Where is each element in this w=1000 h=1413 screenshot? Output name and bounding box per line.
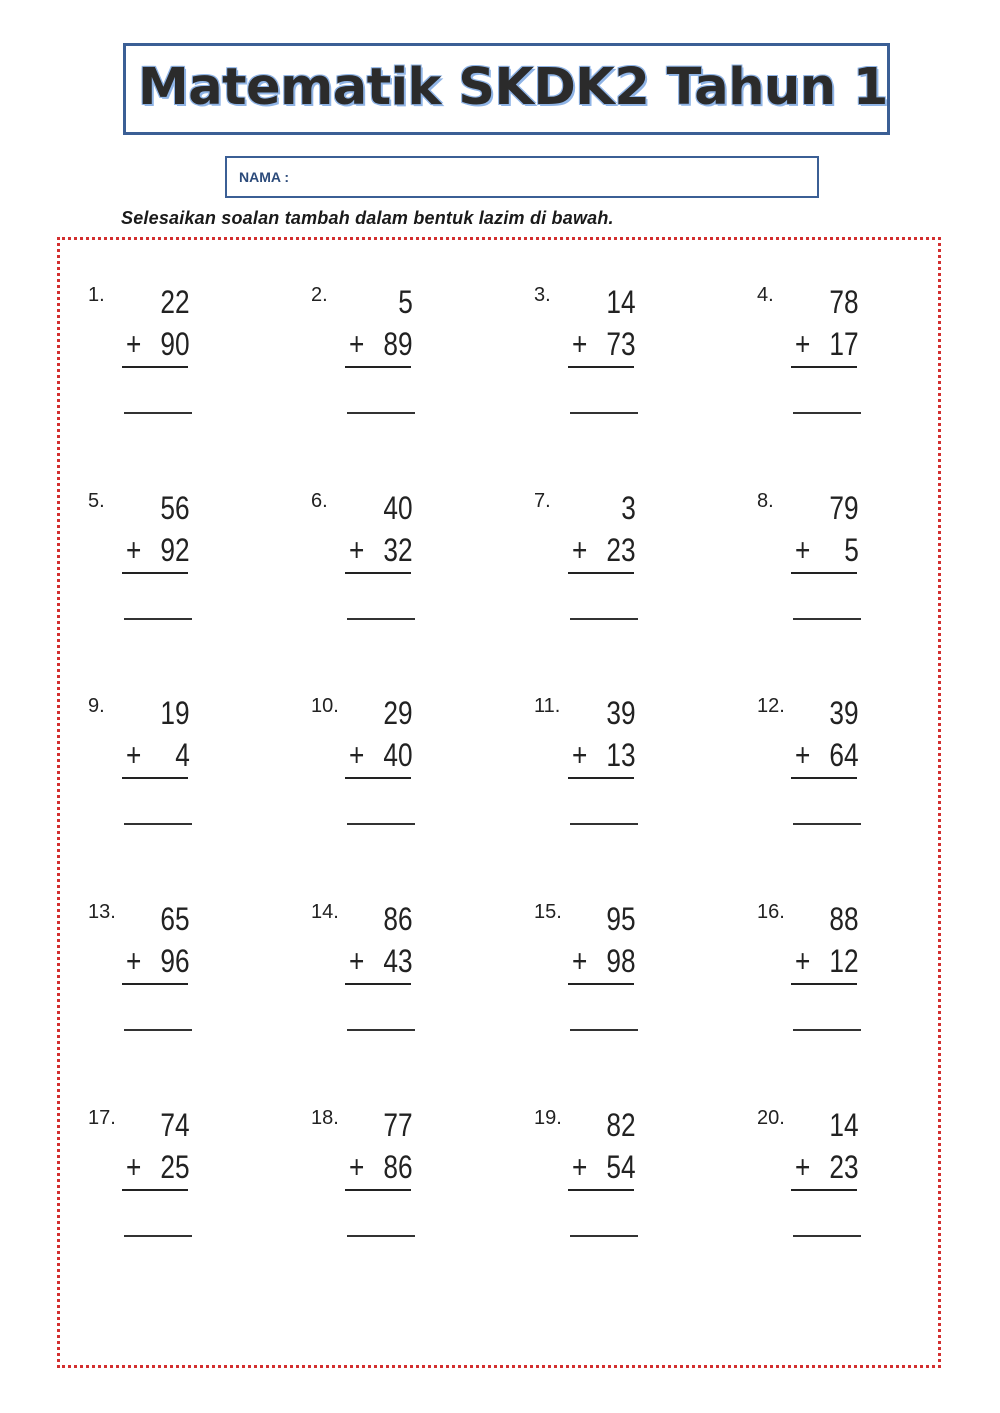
answer-blank[interactable]: [570, 618, 638, 620]
addition-problem: [88, 695, 218, 835]
plus-sign: +: [126, 326, 142, 362]
addition-problem: [311, 695, 441, 835]
answer-blank[interactable]: [570, 412, 638, 414]
problem-number: 17.: [88, 1107, 116, 1129]
problem-number: 8.: [757, 490, 774, 512]
addend-bottom: 40: [383, 737, 413, 773]
addition-problem: [534, 901, 664, 1041]
sum-rule: [345, 572, 411, 574]
addend-bottom: 17: [829, 326, 859, 362]
name-field[interactable]: [225, 156, 819, 198]
answer-blank[interactable]: [347, 823, 415, 825]
addition-problem: [757, 901, 887, 1041]
problem-number: 6.: [311, 490, 328, 512]
addend-top: 29: [383, 695, 413, 731]
answer-blank[interactable]: [793, 1235, 861, 1237]
problem-number: 18.: [311, 1107, 339, 1129]
answer-blank[interactable]: [124, 823, 192, 825]
answer-blank[interactable]: [570, 1235, 638, 1237]
plus-sign: +: [349, 326, 365, 362]
plus-sign: +: [126, 532, 142, 568]
addend-bottom: 86: [383, 1149, 413, 1185]
addend-bottom: 32: [383, 532, 413, 568]
addend-top: 74: [160, 1107, 190, 1143]
sum-rule: [568, 366, 634, 368]
sum-rule: [791, 572, 857, 574]
sum-rule: [122, 366, 188, 368]
sum-rule: [568, 777, 634, 779]
addend-bottom: 25: [160, 1149, 190, 1185]
answer-blank[interactable]: [124, 618, 192, 620]
addend-bottom: 96: [160, 943, 190, 979]
addend-top: 39: [606, 695, 636, 731]
plus-sign: +: [572, 532, 588, 568]
addend-bottom: 12: [829, 943, 859, 979]
answer-blank[interactable]: [793, 823, 861, 825]
sum-rule: [345, 983, 411, 985]
sum-rule: [122, 777, 188, 779]
addend-bottom: 4: [175, 737, 190, 773]
answer-blank[interactable]: [570, 1029, 638, 1031]
answer-blank[interactable]: [570, 823, 638, 825]
addition-problem: [757, 695, 887, 835]
addition-problem: [311, 901, 441, 1041]
sum-rule: [122, 983, 188, 985]
addition-problem: [311, 1107, 441, 1247]
addend-top: 39: [829, 695, 859, 731]
addend-top: 88: [829, 901, 859, 937]
sum-rule: [791, 366, 857, 368]
addition-problem: [534, 695, 664, 835]
plus-sign: +: [572, 1149, 588, 1185]
sum-rule: [791, 983, 857, 985]
addend-bottom: 73: [606, 326, 636, 362]
plus-sign: +: [126, 737, 142, 773]
addend-bottom: 98: [606, 943, 636, 979]
title-box: [123, 43, 890, 135]
problem-number: 3.: [534, 284, 551, 306]
sum-rule: [791, 1189, 857, 1191]
plus-sign: +: [349, 943, 365, 979]
answer-blank[interactable]: [793, 412, 861, 414]
problem-number: 11.: [534, 695, 561, 717]
answer-blank[interactable]: [347, 1029, 415, 1031]
page-title: Matematik SKDK2 Tahun 1: [138, 58, 888, 117]
answer-blank[interactable]: [124, 1235, 192, 1237]
addition-problem: [88, 1107, 218, 1247]
addition-problem: [534, 1107, 664, 1247]
sum-rule: [568, 572, 634, 574]
addend-top: 56: [160, 490, 190, 526]
answer-blank[interactable]: [347, 412, 415, 414]
problem-number: 2.: [311, 284, 328, 306]
plus-sign: +: [349, 737, 365, 773]
sum-rule: [568, 1189, 634, 1191]
problem-number: 7.: [534, 490, 551, 512]
addend-bottom: 89: [383, 326, 413, 362]
addend-top: 22: [160, 284, 190, 320]
addition-problem: [534, 284, 664, 424]
plus-sign: +: [349, 532, 365, 568]
addend-bottom: 92: [160, 532, 190, 568]
sum-rule: [791, 777, 857, 779]
addend-top: 95: [606, 901, 636, 937]
problem-number: 14.: [311, 901, 339, 923]
addition-problem: [534, 490, 664, 630]
sum-rule: [122, 572, 188, 574]
addition-problem: [88, 490, 218, 630]
addend-bottom: 64: [829, 737, 859, 773]
plus-sign: +: [126, 1149, 142, 1185]
addend-top: 78: [829, 284, 859, 320]
addend-top: 82: [606, 1107, 636, 1143]
problem-number: 4.: [757, 284, 774, 306]
problem-number: 19.: [534, 1107, 562, 1129]
addend-top: 65: [160, 901, 190, 937]
addition-problem: [88, 901, 218, 1041]
plus-sign: +: [349, 1149, 365, 1185]
addend-top: 5: [398, 284, 413, 320]
sum-rule: [345, 777, 411, 779]
name-label: NAMA :: [239, 169, 290, 185]
problem-number: 1.: [88, 284, 105, 306]
answer-blank[interactable]: [347, 1235, 415, 1237]
plus-sign: +: [572, 326, 588, 362]
plus-sign: +: [795, 532, 811, 568]
sum-rule: [122, 1189, 188, 1191]
plus-sign: +: [795, 737, 811, 773]
addend-top: 14: [606, 284, 636, 320]
addend-top: 3: [621, 490, 636, 526]
answer-blank[interactable]: [347, 618, 415, 620]
plus-sign: +: [795, 943, 811, 979]
addition-problem: [311, 490, 441, 630]
addend-top: 77: [383, 1107, 413, 1143]
addition-problem: [757, 490, 887, 630]
answer-blank[interactable]: [793, 1029, 861, 1031]
addend-top: 40: [383, 490, 413, 526]
sum-rule: [568, 983, 634, 985]
addition-problem: [311, 284, 441, 424]
sum-rule: [345, 1189, 411, 1191]
plus-sign: +: [572, 737, 588, 773]
instruction-text: Selesaikan soalan tambah dalam bentuk lazim di bawah.: [121, 208, 614, 228]
addend-top: 86: [383, 901, 413, 937]
answer-blank[interactable]: [124, 1029, 192, 1031]
addend-bottom: 13: [606, 737, 636, 773]
problem-number: 10.: [311, 695, 339, 717]
sum-rule: [345, 366, 411, 368]
addend-bottom: 23: [829, 1149, 859, 1185]
answer-blank[interactable]: [124, 412, 192, 414]
answer-blank[interactable]: [793, 618, 861, 620]
addend-bottom: 43: [383, 943, 413, 979]
plus-sign: +: [572, 943, 588, 979]
problem-number: 16.: [757, 901, 785, 923]
addend-bottom: 90: [160, 326, 190, 362]
addend-top: 79: [829, 490, 859, 526]
plus-sign: +: [126, 943, 142, 979]
plus-sign: +: [795, 1149, 811, 1185]
plus-sign: +: [795, 326, 811, 362]
addend-bottom: 5: [844, 532, 859, 568]
problem-number: 20.: [757, 1107, 785, 1129]
problem-number: 12.: [757, 695, 785, 717]
addition-problem: [757, 1107, 887, 1247]
problem-number: 5.: [88, 490, 105, 512]
problem-number: 13.: [88, 901, 116, 923]
problem-number: 15.: [534, 901, 562, 923]
addition-problem: [757, 284, 887, 424]
addend-top: 14: [829, 1107, 859, 1143]
problem-number: 9.: [88, 695, 105, 717]
addend-bottom: 54: [606, 1149, 636, 1185]
addend-top: 19: [160, 695, 190, 731]
addition-problem: [88, 284, 218, 424]
addend-bottom: 23: [606, 532, 636, 568]
